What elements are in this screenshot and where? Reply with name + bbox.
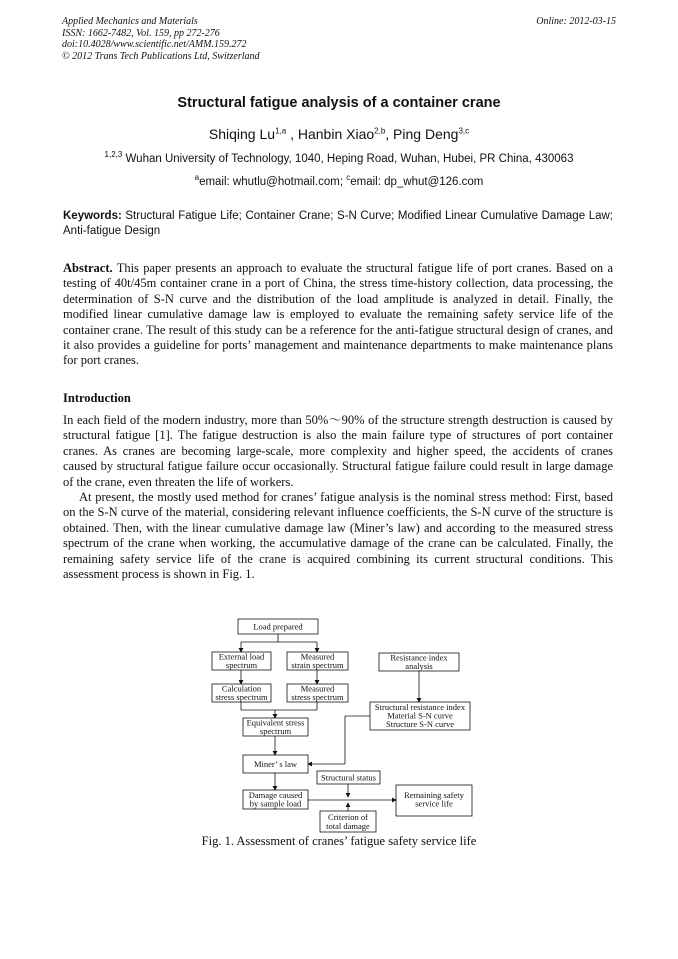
label-miners-law: Miner’ s law xyxy=(253,759,298,769)
doi: doi:10.4028/www.scientific.net/AMM.159.272 xyxy=(62,39,247,51)
author-name: Shiqing Lu xyxy=(208,126,276,142)
online-date: Online: 2012-03-15 xyxy=(536,16,616,27)
email-sup-c: c xyxy=(346,173,351,183)
label-structural-status: Structural status xyxy=(320,772,377,783)
affiliation xyxy=(0,150,678,165)
label-measured-stress-1: Measured xyxy=(300,683,335,694)
abstract-label: Abstract. xyxy=(63,261,113,275)
author-emails xyxy=(0,173,678,188)
label-criterion-2: total damage xyxy=(326,821,370,831)
label-calculation-2: stress spectrum xyxy=(215,692,268,702)
affil-sup: 1,2,3 xyxy=(104,150,123,160)
author-affil-sup: 2,b xyxy=(374,126,386,136)
label-structural-resistance-2: Material S-N curve xyxy=(387,710,453,721)
author-name: Hanbin Xiao xyxy=(297,126,375,142)
paper-title: Structural fatigue analysis of a container crane xyxy=(177,95,501,111)
label-criterion-1: Criterion of xyxy=(328,812,368,822)
figure-caption: Fig. 1. Assessment of cranes’ fatigue safety service life xyxy=(201,834,477,848)
author-affil-sup: 3,c xyxy=(458,126,470,136)
label-remaining-1: Remaining safety xyxy=(404,790,464,800)
keywords xyxy=(63,209,613,239)
affil-text: Wuhan University of Technology, 1040, Heping Road, Wuhan, Hubei, PR China, 430063 xyxy=(125,153,574,165)
label-measured-stress-2: stress spectrum xyxy=(291,692,344,702)
introduction-body xyxy=(63,413,613,582)
label-measured-strain-1: Measured xyxy=(300,651,335,662)
introduction-heading: Introduction xyxy=(63,391,131,405)
intro-paragraph-2: At present, the mostly used method for cranes’ fatigue analysis is the nominal stress method: First, based on the S-N curve of the material, considering relevant influence coefficients, the S-N curve of the structure is obtained. Then, with the linear cumulative damage law (Miner’s law) and according to the measured stress spectrum of the crane when working, the accumulative damage of the crane can be calculated. Finally, the remaining safety service life of the crane is acquired combining its current structural conditions. This assessment process is shown in Fig. 1. xyxy=(63,490,613,582)
email-c: email: dp_whut@126.com xyxy=(350,176,484,188)
copyright: © 2012 Trans Tech Publications Ltd, Switzerland xyxy=(62,50,260,62)
label-external-load-2: spectrum xyxy=(225,660,258,670)
email-a: email: whutlu@hotmail.com; xyxy=(199,176,347,188)
label-equivalent-1: Equivalent stress xyxy=(246,717,305,728)
intro-paragraph-1: In each field of the modern industry, more than 50%～90% of the structure strength destruction is caused by structural fatigue [1]. The fatigue destruction is also the main failure type of structures of port container cranes. As cranes are becoming large-scale, more complexity and higher speed, the accidents of cranes caused by structural fatigue failure occur occasionally. Structural fatigue failure could result in large damage of the crane, even threaten the life of workers. xyxy=(63,413,613,489)
keywords-label: Keywords: xyxy=(63,210,122,222)
label-structural-resistance-3: Structure S-N curve xyxy=(386,719,454,729)
label-remaining-2: service life xyxy=(415,798,453,809)
email-sup-a: a xyxy=(194,173,200,183)
label-damage-2: by sample load xyxy=(249,798,302,809)
label-structural-resistance-1: Structural resistance index xyxy=(374,702,466,712)
author-list: Shiqing Lu$^{1,a}$ , Hanbin Xiao$^{2,b}$, Ping Deng$^{3,c}$ xyxy=(208,126,470,142)
label-calculation-1: Calculation xyxy=(221,683,262,694)
flowchart xyxy=(205,612,475,834)
label-resistance-1: Resistance index xyxy=(390,652,448,663)
author-affil-sup: 1,a xyxy=(275,126,287,136)
label-external-load-1: External load xyxy=(218,651,265,662)
label-load-prepared: Load prepared xyxy=(253,621,303,632)
abstract-text: This paper presents an approach to evaluate the structural fatigue life of port cranes. Based on a testing of 40t/45m container crane in a port of China, the stress time-history collection, data processing, the determination of S-N curve and the distribution of the load amplitude is analyzed in detail. Finally, the modified linear cumulative damage law is employed to evaluate the remaining safety service life of the container crane. The result of this study can be a reference for the anti-fatigue structural design of cranes, and it also provides a guideline for ports’ management and maintenance departments to make maintenance plans for port cranes. xyxy=(63,261,614,368)
journal-header xyxy=(62,16,260,62)
label-resistance-2: analysis xyxy=(405,661,433,671)
author-name: Ping Deng xyxy=(393,126,459,142)
keywords-text: Structural Fatigue Life; Container Crane; S-N Curve; Modified Linear Cumulative Damage Law; Anti-fatigue Design xyxy=(63,210,613,237)
label-equivalent-2: spectrum xyxy=(259,726,292,736)
journal-name: Applied Mechanics and Materials xyxy=(62,16,198,27)
label-measured-strain-2: strain spectrum xyxy=(291,660,344,670)
abstract xyxy=(63,261,613,369)
label-damage-1: Damage caused xyxy=(248,790,303,800)
issn: ISSN: 1662-7482, Vol. 159, pp 272-276 xyxy=(62,27,220,39)
